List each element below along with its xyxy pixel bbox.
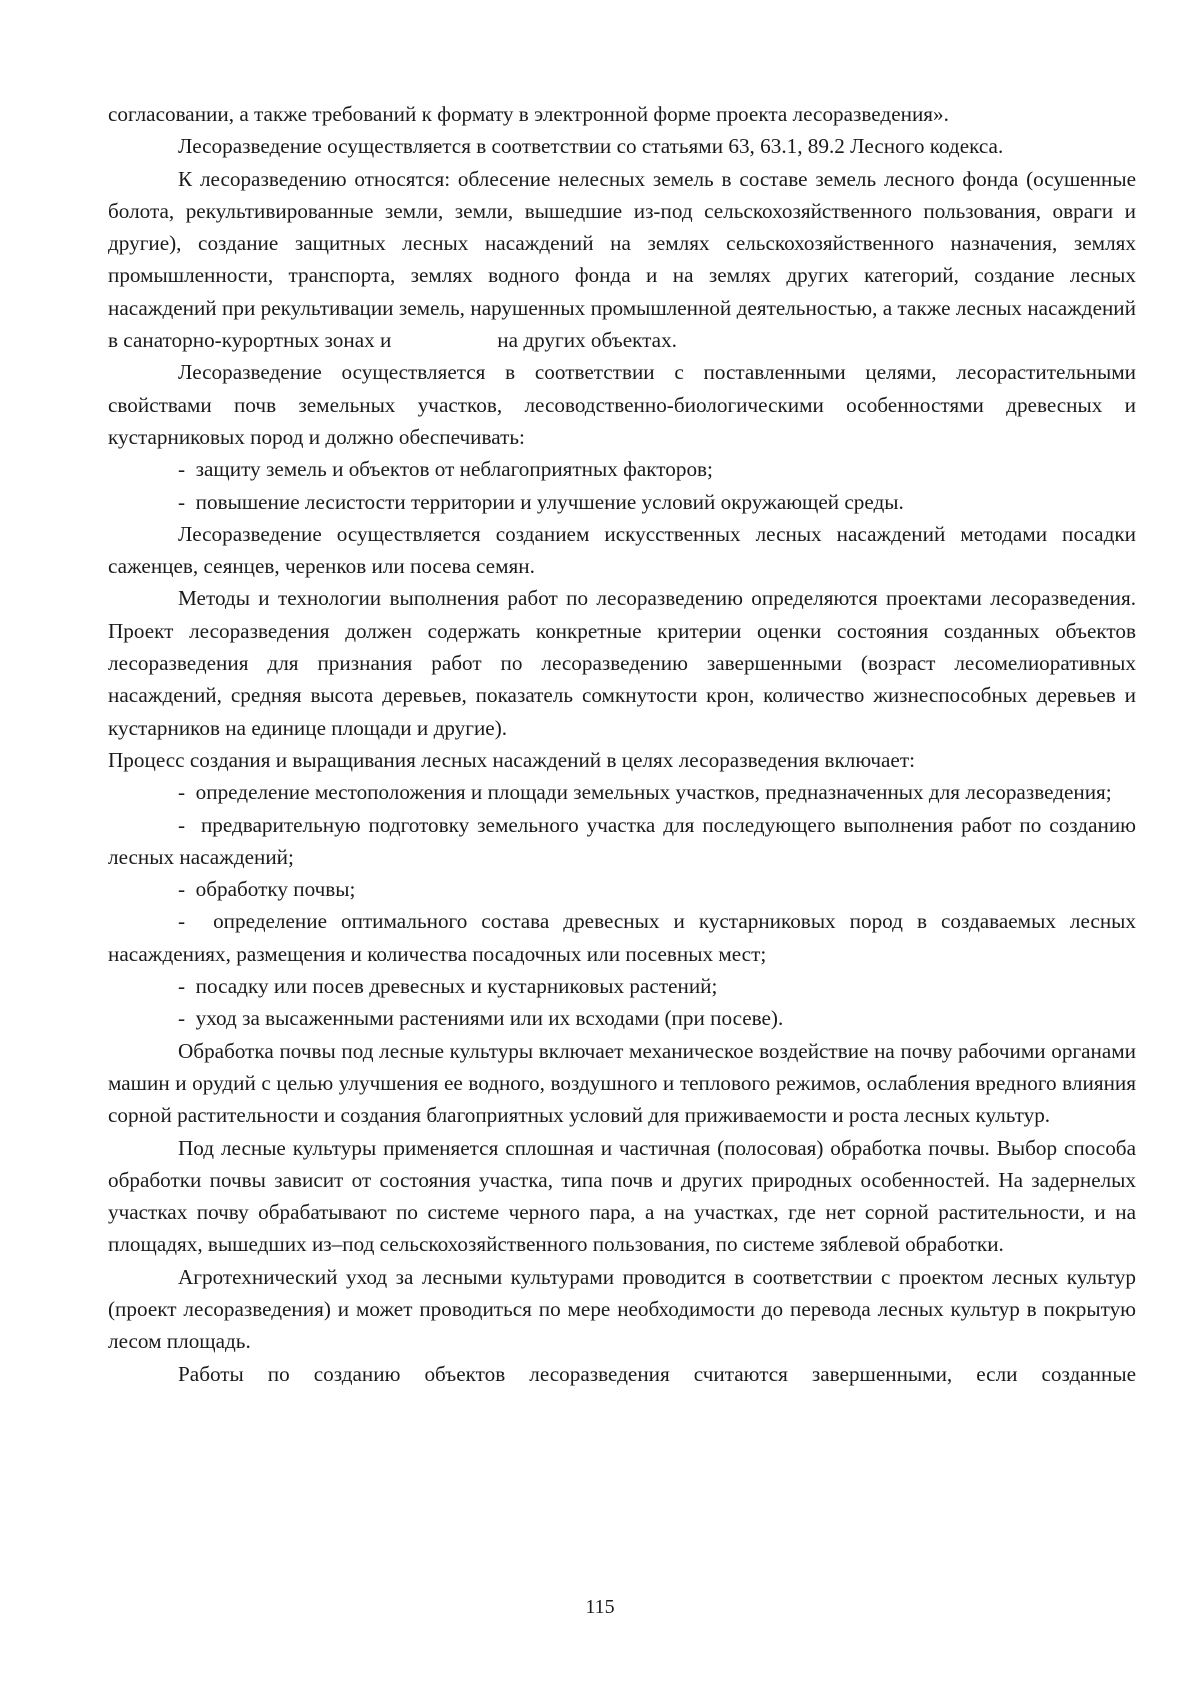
paragraph-afforestation-methods: Лесоразведение осуществляется созданием искусственных лесных насаждений методами посадки саженцев, сеянцев, черенков или посева семян. (108, 521, 1136, 579)
list-item-site-preparation: - предварительную подготовку земельного участка для последующего выполнения работ по созданию лесных насаждений; (108, 812, 1142, 869)
paragraph-treatment-types: Под лесные культуры применяется сплошная и частичная (полосовая) обработка почвы. Выбор способа обработки почвы зависит от состояния участка, типа почв и других природных особенностей. На задернелых участках почву обрабатывают по системе черного пара, а на участках, где нет сорной растительности, и на площадях, вышедших из–под сельскохозяйственного пользования, по системе зяблевой обработки. (108, 1135, 1136, 1257)
list-item-planting: - посадку или посев древесных и кустарниковых растений; (178, 974, 718, 999)
paragraph-process-intro: Процесс создания и выращивания лесных насаждений в целях лесоразведения включает: (108, 747, 915, 772)
list-item-care: - уход за высаженными растениями или их всходами (при посеве). (178, 1006, 784, 1031)
list-item-soil-treatment: - обработку почвы; (178, 877, 356, 902)
paragraph-afforestation-scope: К лесоразведению относятся: облесение нелесных земель в составе земель лесного фонда (осушенные болота, рекультивированные земли, земли, вышедшие из-под сельскохозяйственного пользования, овраги и другие), создание защитных лесных насаждений на землях сельскохозяйственного назначения, землях промышленности, транспорта, землях водного фонда и на землях других категорий, создание лесных насаждений при рекультивации земель, нарушенных промышленной деятельностью, а также лесных насаждений в санаторно-курортных зонах и на других объектах. (108, 166, 1142, 353)
paragraph-project-criteria: Методы и технологии выполнения работ по лесоразведению определяются проектами лесоразведения. Проект лесоразведения должен содержать конкретные критерии оценки состояния созданных объектов лесоразведения для признания работ по лесоразведению завершенными (возраст лесомелиоративных насаждений, средняя высота деревьев, показатель сомкнутости крон, количество жизнеспособных деревьев и кустарников на единице площади и другие). (108, 586, 1136, 740)
list-item-land-protection: - защиту земель и объектов от неблагоприятных факторов; (178, 457, 713, 482)
paragraph-continuation: согласовании, а также требований к формату в электронной форме проекта лесоразведения». (108, 102, 949, 126)
page-number: 115 (585, 1596, 615, 1618)
list-item-forest-cover: - повышение лесистости территории и улучшение условий окружающей среды. (178, 489, 904, 514)
paragraph-afforestation-goals: Лесоразведение осуществляется в соответствии с поставленными целями, лесорастительными свойствами почв земельных участков, лесоводственно-биологическими особенностями древесных и кустарниковых пород и должно обеспечивать: (108, 360, 1136, 449)
paragraph-agrotechnical-care: Агротехнический уход за лесными культурами проводится в соответствии с проектом лесных культур (проект лесоразведения) и может проводиться по мере необходимости до перевода лесных культур в покрытую лесом площадь. (108, 1264, 1136, 1354)
document-page (108, 98, 1142, 1390)
list-item-site-location: - определение местоположения и площади земельных участков, предназначенных для лесоразведения; (178, 780, 1112, 805)
paragraph-forest-code: Лесоразведение осуществляется в соответствии со статьями 63, 63.1, 89.2 Лесного кодекса. (178, 134, 1004, 159)
list-item-species-composition: - определение оптимального состава древесных и кустарниковых пород в создаваемых лесных насаждениях, размещения и количества посадочных или посевных мест; (108, 909, 1142, 966)
paragraph-completion-criteria: Работы по созданию объектов лесоразведения считаются завершенными, если созданные (178, 1361, 1136, 1386)
paragraph-soil-treatment: Обработка почвы под лесные культуры включает механическое воздействие на почву рабочими органами машин и орудий с целью улучшения ее водного, воздушного и теплового режимов, ослабления вредного влияния сорной растительности и создания благоприятных условий для приживаемости и роста лесных культур. (108, 1038, 1136, 1128)
